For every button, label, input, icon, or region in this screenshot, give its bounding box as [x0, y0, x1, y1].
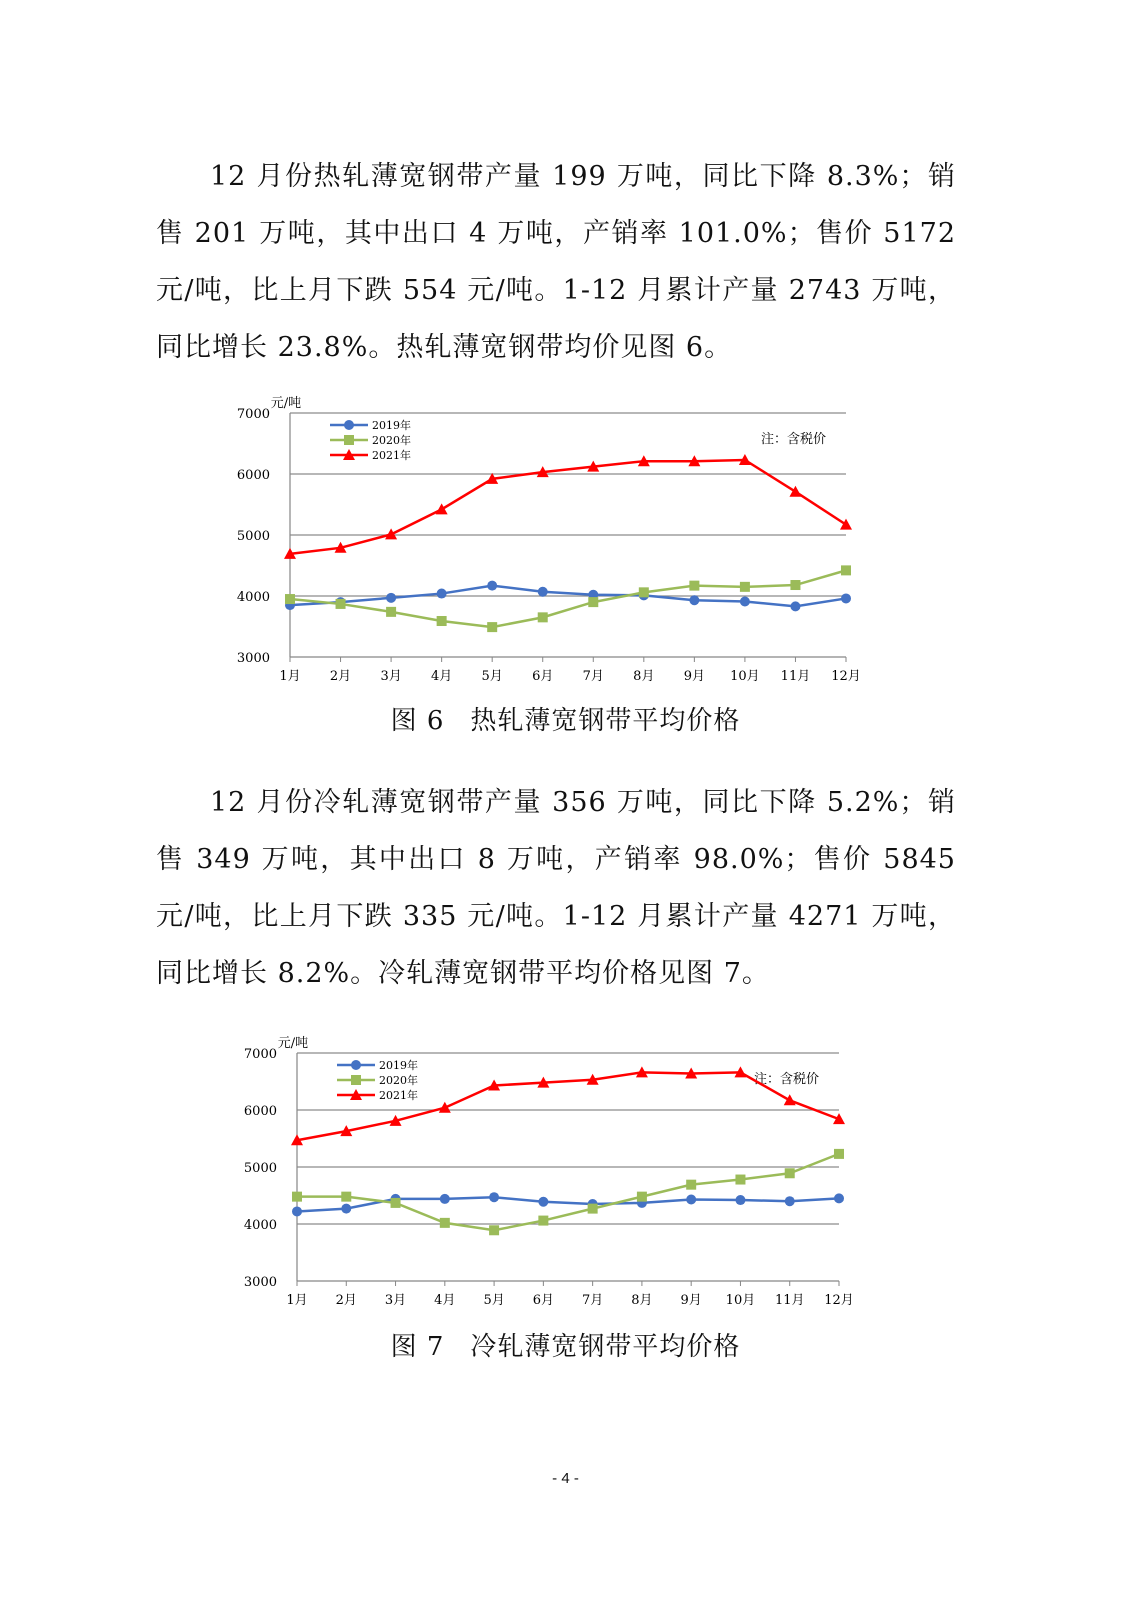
- chart2-series-2020年-point: [637, 1192, 647, 1202]
- chart1-xtick-label: 10月: [730, 669, 760, 684]
- chart1-series-2020年-point: [487, 622, 497, 632]
- chart1-xtick-label: 6月: [532, 669, 554, 684]
- chart2-series-2019年-line: [297, 1197, 839, 1211]
- chart2-xtick-label: 11月: [774, 1293, 805, 1308]
- chart2-series-2020年-point: [538, 1216, 548, 1226]
- chart2-series-2020年-point: [834, 1149, 844, 1159]
- chart1-series-2021年-point: [789, 486, 801, 497]
- figure-7-title: 冷轧薄宽钢带平均价格: [470, 1332, 741, 1362]
- chart2-series-2020年-point: [735, 1175, 745, 1185]
- paragraph-hot-rolled: 12 月份热轧薄宽钢带产量 199 万吨，同比下降 8.3%；销售 201 万吨，其中出口 4 万吨，产销率 101.0%；售价 5172 元/吨，比上月下跌 554 元/吨。1-12 月累计产量 2743 万吨，同比增长 23.8%。热轧薄宽钢带均价见图 6。: [156, 161, 956, 363]
- chart1-ytick-label: 3000: [236, 651, 270, 666]
- chart2-series-2021年-point: [439, 1102, 451, 1113]
- chart2-series-2019年-point: [785, 1196, 795, 1206]
- chart1-series-2020年-point: [588, 597, 598, 607]
- chart1-xtick-label: 12月: [831, 669, 861, 684]
- chart1-ytick-label: 7000: [236, 407, 270, 422]
- chart2-legend-2019年-label: 2019年: [379, 1059, 418, 1072]
- chart2-series-2019年-point: [440, 1194, 450, 1204]
- chart1-xtick-label: 8月: [633, 669, 655, 684]
- chart2-series-2019年-point: [735, 1195, 745, 1205]
- chart2-ytick-label: 7000: [243, 1047, 277, 1062]
- chart2-series-2019年-point: [341, 1204, 351, 1214]
- chart2-xtick-label: 7月: [581, 1293, 604, 1308]
- chart2-ytick-label: 6000: [243, 1104, 277, 1119]
- chart2-ytick-label: 3000: [243, 1275, 277, 1290]
- figure-7-number: 图 7: [390, 1332, 445, 1362]
- figure-7-caption: [0, 1326, 1131, 1363]
- chart2-ytick-label: 5000: [243, 1161, 277, 1176]
- chart2-xtick-label: 10月: [725, 1293, 756, 1308]
- chart1-legend-2019年-marker: [344, 420, 354, 430]
- chart1-legend-2021年-label: 2021年: [372, 449, 411, 462]
- chart1-note: 注：含税价: [760, 432, 826, 447]
- chart2-series-2019年-point: [489, 1192, 499, 1202]
- chart-cold-rolled-price: [230, 1022, 880, 1322]
- chart1-series-2020年-point: [790, 580, 800, 590]
- chart1-series-2020年-point: [639, 587, 649, 597]
- chart2-ytick-label: 4000: [243, 1218, 277, 1233]
- chart1-xtick-label: 1月: [279, 669, 301, 684]
- chart2-series-2020年-point: [341, 1192, 351, 1202]
- chart2-xtick-label: 4月: [434, 1293, 456, 1308]
- chart1-series-2021年-point: [840, 519, 852, 530]
- chart1-series-2019年-point: [841, 593, 851, 603]
- chart1-series-2020年-point: [740, 582, 750, 592]
- chart1-series-2019年-point: [437, 589, 447, 599]
- chart1-series-2020年-point: [285, 594, 295, 604]
- chart1-series-2020年-point: [386, 607, 396, 617]
- chart1-series-2020年-point: [689, 581, 699, 591]
- chart-hot-rolled-price: [230, 390, 880, 690]
- chart2-note: 注：含税价: [753, 1072, 819, 1087]
- chart2-legend-2020年-marker: [351, 1075, 361, 1085]
- chart2-y-unit-label: 元/吨: [277, 1036, 309, 1051]
- chart2-xtick-label: 12月: [824, 1293, 854, 1308]
- chart2-legend-2021年-label: 2021年: [379, 1089, 418, 1102]
- chart1-series-2019年-point: [790, 601, 800, 611]
- chart2-series-2019年-point: [686, 1194, 696, 1204]
- chart2-series-2020年-point: [588, 1204, 598, 1214]
- chart1-xtick-label: 3月: [380, 669, 402, 684]
- chart1-series-2019年-point: [538, 587, 548, 597]
- chart2-xtick-label: 5月: [483, 1293, 505, 1308]
- chart2-xtick-label: 9月: [680, 1293, 702, 1308]
- chart1-xtick-label: 11月: [780, 669, 811, 684]
- chart2-series-2019年-point: [292, 1206, 302, 1216]
- chart1-legend-2020年-label: 2020年: [372, 434, 411, 447]
- chart1-xtick-label: 7月: [582, 669, 604, 684]
- figure-6-number: 图 6: [390, 706, 445, 736]
- chart2-series-2019年-point: [538, 1197, 548, 1207]
- chart2-xtick-label: 3月: [384, 1293, 407, 1308]
- paragraph-cold-rolled: 12 月份冷轧薄宽钢带产量 356 万吨，同比下降 5.2%；销售 349 万吨，其中出口 8 万吨，产销率 98.0%；售价 5845 元/吨，比上月下跌 335 元/吨。1-12 月累计产量 4271 万吨，同比增长 8.2%。冷轧薄宽钢带平均价格见图 7。: [156, 787, 956, 989]
- chart1-series-2020年-point: [841, 565, 851, 575]
- chart1-series-2019年-point: [689, 595, 699, 605]
- chart1-legend-2020年-marker: [344, 435, 354, 445]
- chart2-xtick-label: 2月: [335, 1293, 357, 1308]
- chart2-series-2020年-point: [489, 1225, 499, 1235]
- chart2-legend-2020年-label: 2020年: [379, 1074, 418, 1087]
- figure-6-title: 热轧薄宽钢带平均价格: [470, 706, 741, 736]
- chart2-series-2021年-point: [784, 1094, 796, 1105]
- chart1-ytick-label: 4000: [236, 590, 270, 605]
- chart1-series-2020年-point: [336, 599, 346, 609]
- chart2-series-2019年-point: [834, 1193, 844, 1203]
- chart1-series-2019年-point: [740, 596, 750, 606]
- chart2-series-2020年-point: [391, 1198, 401, 1208]
- chart1-series-2021年-point: [385, 528, 397, 539]
- chart1-xtick-label: 9月: [683, 669, 706, 684]
- chart2-series-2020年-point: [785, 1168, 795, 1178]
- chart1-ytick-label: 6000: [236, 468, 270, 483]
- chart1-y-unit-label: 元/吨: [270, 396, 302, 411]
- chart2-series-2020年-line: [297, 1154, 839, 1230]
- chart1-ytick-label: 5000: [236, 529, 270, 544]
- chart1-xtick-label: 5月: [481, 669, 503, 684]
- chart2-xtick-label: 1月: [286, 1293, 308, 1308]
- chart1-series-2021年-point: [436, 503, 448, 514]
- chart1-legend-2019年-label: 2019年: [372, 419, 411, 432]
- chart1-xtick-label: 2月: [329, 669, 352, 684]
- chart1-series-2019年-point: [487, 581, 497, 591]
- chart2-series-2020年-point: [292, 1192, 302, 1202]
- page-number: - 4 -: [552, 1470, 579, 1487]
- chart1-xtick-label: 4月: [430, 669, 453, 684]
- chart2-xtick-label: 8月: [631, 1293, 653, 1308]
- chart2-legend-2019年-marker: [351, 1060, 361, 1070]
- chart2-xtick-label: 6月: [532, 1293, 555, 1308]
- chart1-series-2019年-point: [386, 593, 396, 603]
- chart1-series-2020年-point: [538, 612, 548, 622]
- chart1-series-2020年-point: [437, 616, 447, 626]
- chart2-series-2020年-point: [440, 1218, 450, 1228]
- chart2-series-2020年-point: [686, 1180, 696, 1190]
- figure-6-caption: [0, 700, 1131, 737]
